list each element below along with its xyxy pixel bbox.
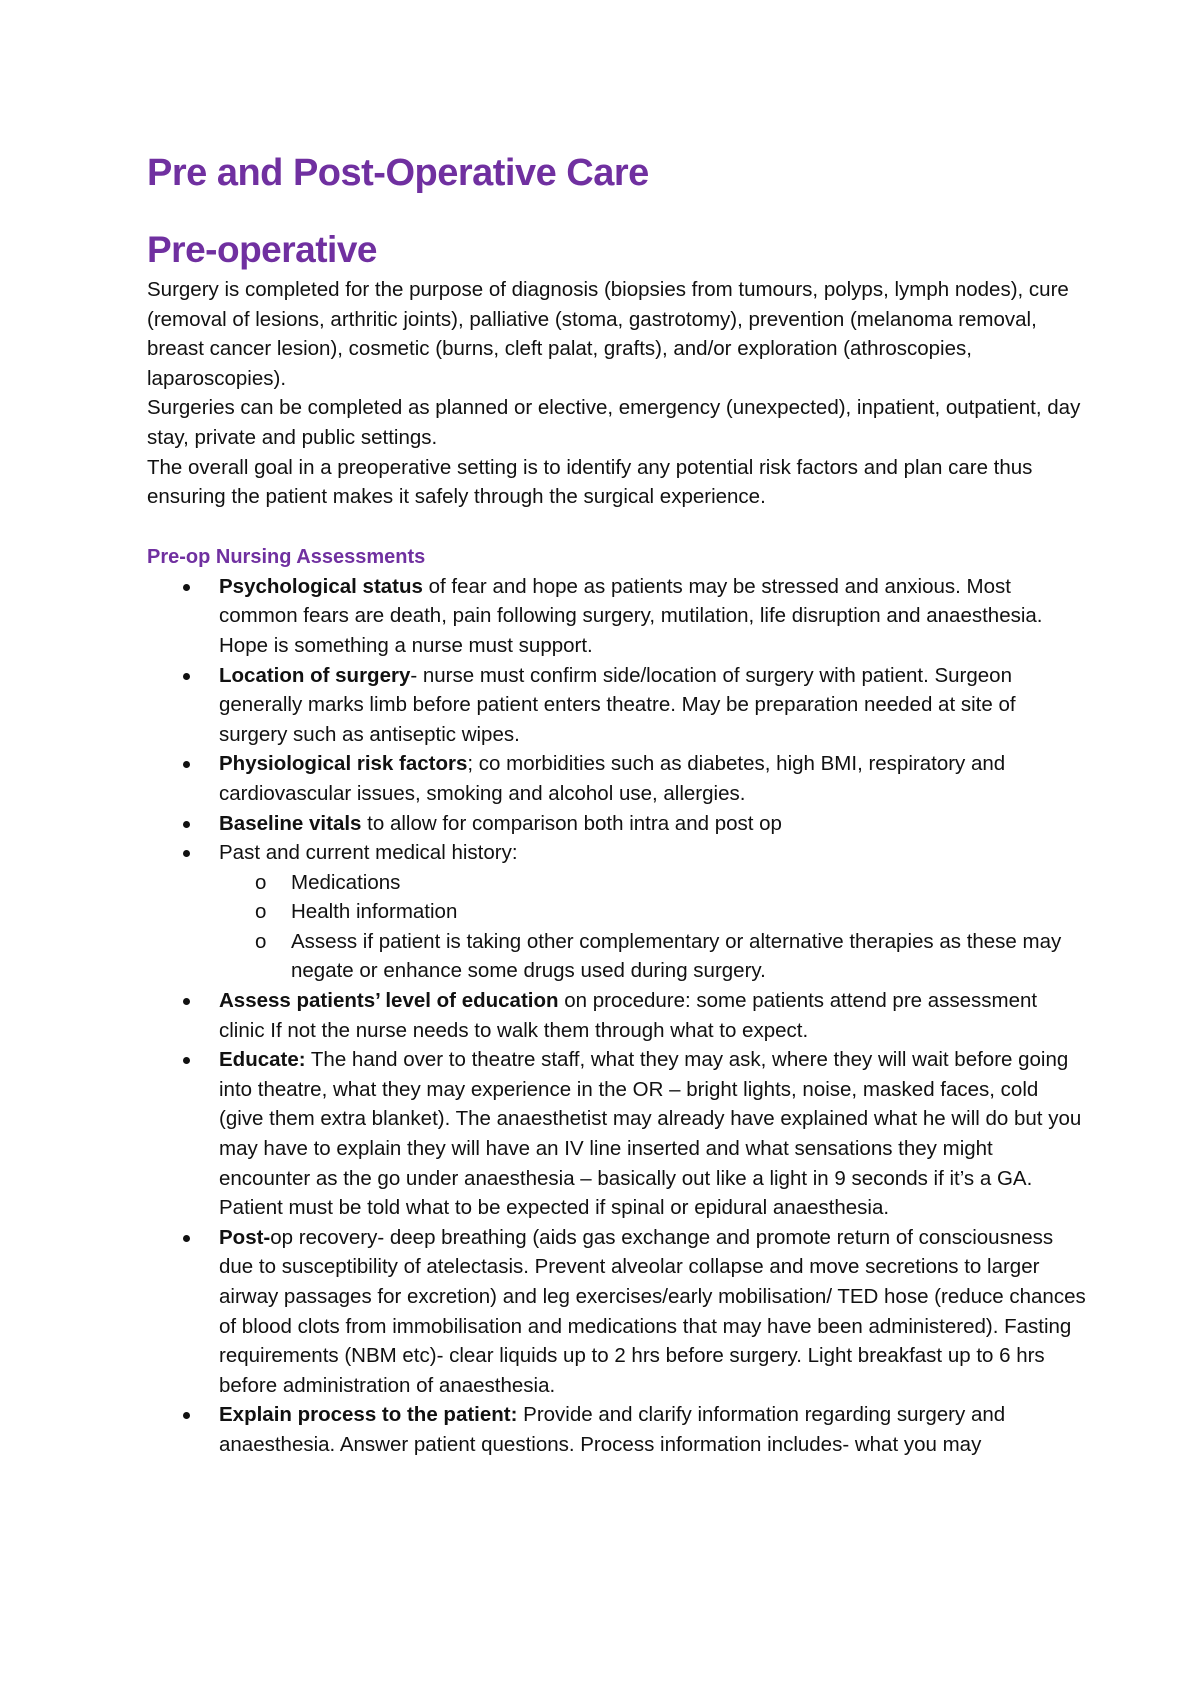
item-text: op recovery- deep breathing (aids gas exchange and promote return of consciousness due to susceptibility of atelectasis. Prevent alveolar collapse and move secretions to larger airway passages for excretion) and leg exercises/early mobilisation/ TED hose (reduce chances of blood clots from immobilisation and medications that may have been administered). Fasting requirements (NBM etc)- clear liquids up to 2 hrs before surgery. Light breakfast up to 6 hrs before administration of anaesthesia.: [219, 1225, 1086, 1397]
bullet-icon: [183, 1057, 190, 1064]
item-text: to allow for comparison both intra and post op: [361, 811, 782, 835]
bullet-icon: [183, 584, 190, 591]
history-sublist: [219, 868, 1087, 986]
bullet-icon: [183, 673, 190, 680]
sub-item-text: Health information: [291, 900, 458, 924]
bullet-icon: [183, 1412, 190, 1419]
item-text: ; co morbidities such as diabetes, high BMI, respiratory and cardiovascular issues, smoking and alcohol use, allergies.: [219, 752, 1006, 805]
subheading-nursing-assessments: Pre-op Nursing Assessments: [147, 545, 426, 568]
circle-bullet-icon: o: [255, 870, 267, 894]
item-text: The hand over to theatre staff, what they may ask, where they will wait before going into theatre, what they may experience in the OR – bright lights, noise, masked faces, cold (give them extra blanket). The anaesthetist may already have explained what he will do but you may have to explain they will have an IV line inserted and what sensations they might encounter as the go under anaesthesia – basically out like a light in 9 seconds if it’s a GA. Patient must be told what to be expected if spinal or epidural anaesthesia.: [219, 1048, 1082, 1220]
document-page: [147, 148, 1087, 1460]
item-bold-label: Assess patients’ level of education: [219, 989, 559, 1013]
item-text: of fear and hope as patients may be stressed and anxious. Most common fears are death, pain following surgery, mutilation, life disruption and anaesthesia. Hope is something a nurse must support.: [219, 574, 1043, 657]
circle-bullet-icon: o: [255, 900, 267, 924]
sub-item-text: Assess if patient is taking other complementary or alternative therapies as these may negate or enhance some drugs used during surgery.: [291, 929, 1062, 983]
bullet-icon: [183, 1235, 190, 1242]
list-item: [147, 572, 1087, 661]
item-bold-label: Location of surgery: [219, 663, 411, 687]
sub-list-item: [147, 927, 1087, 986]
item-text: Past and current medical history:: [219, 841, 518, 865]
list-item: [147, 749, 1087, 808]
sub-list-item: [147, 897, 1087, 927]
item-bold-label: Educate:: [219, 1048, 306, 1072]
item-bold-label: Baseline vitals: [219, 811, 362, 835]
list-item: [147, 661, 1087, 750]
section-heading-preoperative: Pre-operative: [147, 229, 377, 270]
list-item: [147, 809, 1087, 839]
bullet-icon: [183, 850, 190, 857]
bullet-icon: [183, 821, 190, 828]
item-bold-label: Psychological status: [219, 574, 423, 598]
document-title: Pre and Post-Operative Care: [147, 152, 649, 194]
item-text: Provide and clarify information regarding surgery and anaesthesia. Answer patient questions. Process information includes- what you may: [219, 1403, 1006, 1456]
item-bold-label: Explain process to the patient:: [219, 1403, 518, 1427]
list-item: [147, 838, 1087, 986]
sub-item-text: Medications: [291, 870, 401, 894]
item-text: on procedure: some patients attend pre assessment clinic If not the nurse needs to walk them through what to expect.: [219, 989, 1038, 1042]
list-item: [147, 1045, 1087, 1223]
item-bold-label: Post-: [219, 1225, 271, 1249]
item-bold-label: Physiological risk factors: [219, 752, 468, 776]
item-text: - nurse must confirm side/location of surgery with patient. Surgeon generally marks limb before patient enters theatre. May be preparation needed at site of surgery such as antiseptic wipes.: [219, 663, 1016, 746]
assessment-list: [147, 572, 1087, 1460]
list-item: [147, 986, 1087, 1045]
intro-paragraph: Surgery is completed for the purpose of diagnosis (biopsies from tumours, polyps, lymph nodes), cure (removal of lesions, arthritic joints), palliative (stoma, gastrotomy), prevention (melanoma removal, breast cancer lesion), cosmetic (burns, cleft palat, grafts), and/or exploration (athroscopies, laparoscopies).: [147, 278, 1069, 390]
bullet-icon: [183, 998, 190, 1005]
list-item: [147, 1223, 1087, 1401]
circle-bullet-icon: o: [255, 929, 267, 953]
list-item: [147, 1400, 1087, 1459]
intro-paragraph: The overall goal in a preoperative setting is to identify any potential risk factors and plan care thus ensuring the patient makes it safely through the surgical experience.: [147, 455, 1033, 509]
sub-list-item: [147, 868, 1087, 898]
bullet-icon: [183, 761, 190, 768]
intro-paragraph: Surgeries can be completed as planned or elective, emergency (unexpected), inpatient, outpatient, day stay, private and public settings.: [147, 396, 1081, 449]
